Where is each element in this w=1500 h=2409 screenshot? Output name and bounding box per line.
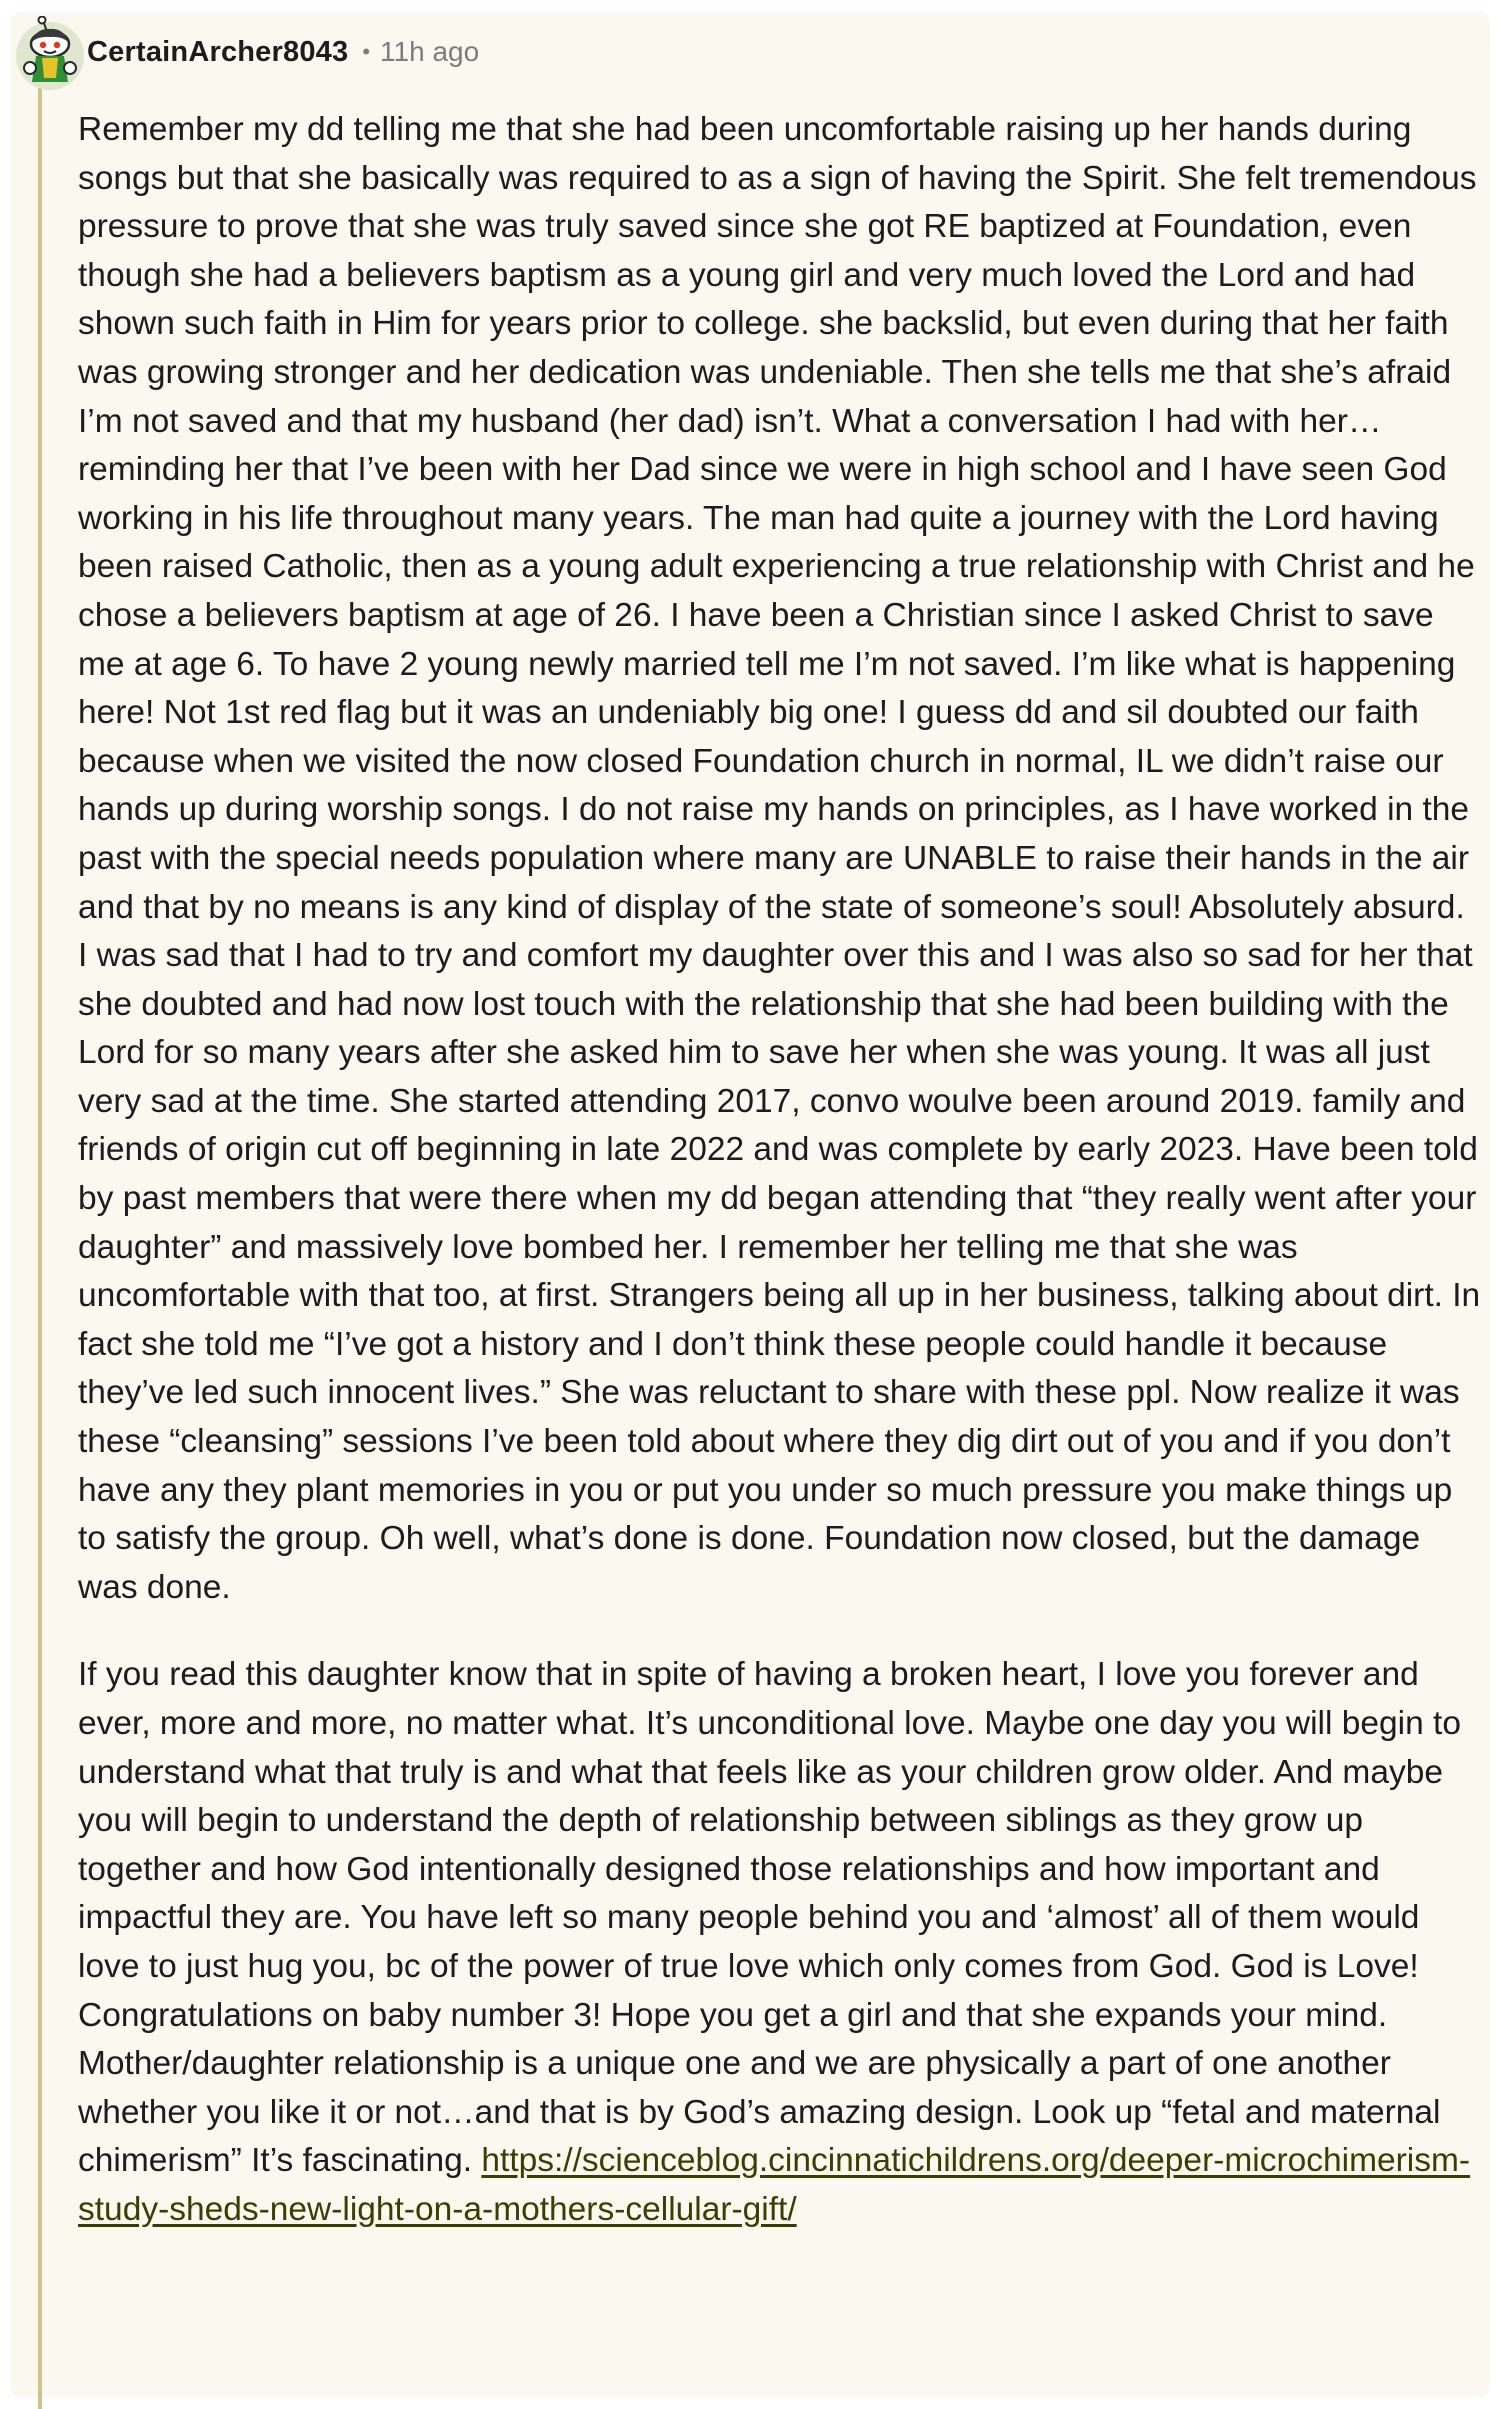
comment-author-username[interactable]: CertainArcher8043 (87, 35, 349, 68)
external-link[interactable]: https://scienceblog.cincinnatichildrens.org/deeper-microchimerism-study-sheds-new-light-on-a-mothers-cellular-gift/ (78, 2142, 1471, 2228)
comment-paragraph-1: Remember my dd telling me that she had been uncomfortable raising up her hands during songs but that she basically was required to as a sign of having the Spirit. She felt tremendous pressure to prove that she was truly saved since she got RE baptized at Foundation, even though she had a believers baptism as a young girl and very much loved the Lord and had shown such faith in Him for years prior to college. she backslid, but even during that her faith was growing stronger and her dedication was undeniable. Then she tells me that she’s afraid I’m not saved and that my husband (her dad) isn’t. What a conversation I had with her… reminding her that I’ve been with her Dad since we were in high school and I have seen God working in his life throughout many years. The man had quite a journey with the Lord having been raised Catholic, then as a young adult experiencing a true relationship with Christ and he chose a believers baptism at age of 26. I have been a Christian since I asked Christ to save me at age 6. To have 2 young newly married tell me I’m not saved. I’m like what is happening here! Not 1st red flag but it was an undeniably big one! I guess dd and sil doubted our faith because when we visited the now closed Foundation church in normal, IL we didn’t raise our hands up during worship songs. I do not raise my hands on principles, as I have worked in the past with the special needs population where many are UNABLE to raise their hands in the air and that by no means is any kind of display of the state of someone’s soul! Absolutely absurd. I was sad that I had to try and comfort my daughter over this and I was also so sad for her that she doubted and had now lost touch with the relationship that she had been building with the Lord for so many years after she asked him to save her when she was young. It was all just very sad at the time. She started attending 2017, convo woulve been around 2019. family and friends of origin cut off beginning in late 2022 and was complete by early 2023. Have been told by past members that were there when my dd began attending that “they really went after your daughter” and massively love bombed her. I remember her telling me that she was uncomfortable with that too, at first. Strangers being all up in her business, talking about dirt. In fact she told me “I’ve got a history and I don’t think these people could handle it because they’ve led such innocent lives.” She was reluctant to share with these ppl. Now realize it was these “cleansing” sessions I’ve been told about where they dig dirt out of you and if you don’t have any they plant memories in you or put you under so much pressure you make things up to satisfy the group. Oh well, what’s done is done. Foundation now closed, but the damage was done. (78, 111, 1481, 1606)
comment-body (78, 106, 1483, 2235)
snoo-avatar-icon[interactable] (12, 16, 88, 92)
avatar-graphic (12, 16, 88, 92)
comment-header (87, 30, 479, 74)
comment-paragraph-2-text: If you read this daughter know that in spite of having a broken heart, I love you forever and ever, more and more, no matter what. It’s unconditional love. Maybe one day you will begin to understand what that truly is and what that feels like as your children grow older. And maybe you will begin to understand the depth of relationship between siblings as they grow up together and how God intentionally designed those relationships and how important and impactful they are. You have left so many people behind you and ‘almost’ all of them would love to just hug you, bc of the power of true love which only comes from God. God is Love! Congratulations on baby number 3! Hope you get a girl and that she expands your mind. Mother/daughter relationship is a unique one and we are physically a part of one another whether you like it or not…and that is by God’s amazing design. Look up “fetal and maternal chimerism” It’s fascinating. (78, 1656, 1461, 2180)
meta-separator: • (362, 39, 371, 64)
comment-timestamp[interactable]: 11h ago (380, 36, 480, 67)
comment-paragraph-2 (78, 1651, 1483, 2234)
comment-thread-line[interactable] (38, 88, 42, 2409)
